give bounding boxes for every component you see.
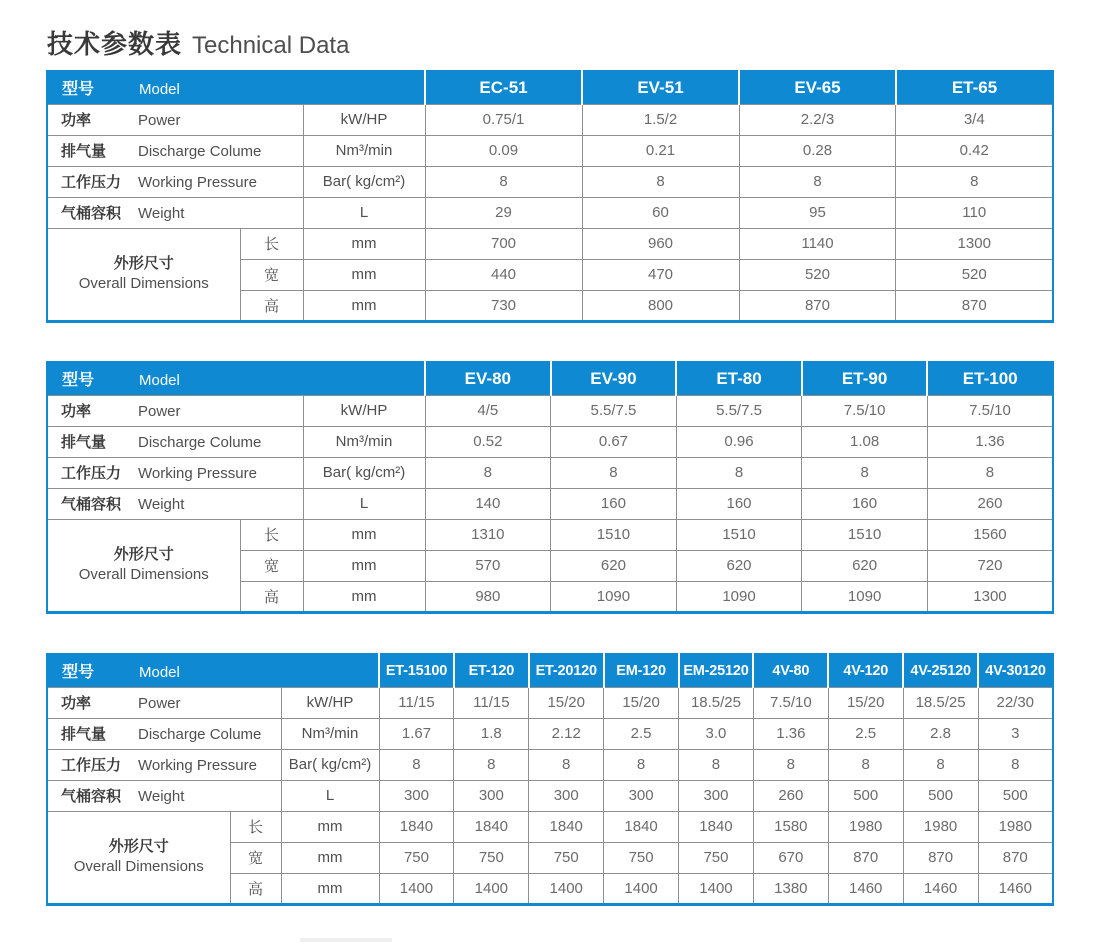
- value-cell: 8: [582, 166, 739, 197]
- value-cell: 300: [679, 780, 754, 811]
- value-cell: 700: [425, 228, 582, 259]
- unit-cell: Nm³/min: [281, 718, 379, 749]
- model-header-row: [47, 362, 1053, 395]
- row-label-en: Power: [138, 112, 181, 129]
- value-cell: 0.42: [896, 135, 1053, 166]
- spec-row-pressure: [47, 166, 1053, 197]
- value-cell: 7.5/10: [927, 395, 1053, 426]
- dimension-axis-cell: 长: [240, 228, 303, 259]
- dimensions-label-cell: [47, 228, 240, 321]
- model-name-cell: EM-25120: [679, 654, 754, 687]
- value-cell: 1300: [896, 228, 1053, 259]
- unit-cell: mm: [281, 842, 379, 873]
- row-label-en: Power: [138, 403, 181, 420]
- row-label-cell: [47, 197, 303, 228]
- row-label-cell: [47, 488, 303, 519]
- row-label-en: Weight: [138, 205, 185, 222]
- value-cell: 1.5/2: [582, 104, 739, 135]
- value-cell: 1510: [802, 519, 928, 550]
- value-cell: 8: [753, 749, 828, 780]
- value-cell: 730: [425, 290, 582, 321]
- value-cell: 8: [927, 457, 1053, 488]
- row-label-en: Weight: [138, 496, 185, 513]
- value-cell: 1.36: [753, 718, 828, 749]
- unit-cell: L: [303, 197, 425, 228]
- value-cell: 1460: [828, 873, 903, 904]
- table-section-1: [46, 70, 1054, 323]
- spec-row-weight: [47, 197, 1053, 228]
- value-cell: 570: [425, 550, 551, 581]
- unit-cell: Bar( kg/cm²): [303, 166, 425, 197]
- spec-row-pressure: [47, 749, 1053, 780]
- value-cell: 750: [379, 842, 454, 873]
- dimensions-label-zh: 外形尺寸: [113, 545, 174, 563]
- value-cell: 520: [739, 259, 896, 290]
- page-title-en: Technical Data: [192, 32, 350, 59]
- dimensions-label-zh: 外形尺寸: [108, 837, 169, 855]
- dimension-axis-cell: 宽: [240, 550, 303, 581]
- value-cell: 960: [582, 228, 739, 259]
- value-cell: 1400: [529, 873, 604, 904]
- value-cell: 0.75/1: [425, 104, 582, 135]
- row-label-zh: 排气量: [61, 726, 107, 743]
- row-label-en: Working Pressure: [138, 757, 257, 774]
- value-cell: 8: [978, 749, 1053, 780]
- spec-row-weight: [47, 780, 1053, 811]
- page-title: [47, 24, 349, 61]
- value-cell: 440: [425, 259, 582, 290]
- page-bottom-cropped-element: [300, 938, 392, 942]
- value-cell: 1400: [379, 873, 454, 904]
- model-name-cell: ET-80: [676, 362, 802, 395]
- value-cell: 1840: [529, 811, 604, 842]
- value-cell: 1.08: [802, 426, 928, 457]
- model-label-zh: 型号: [62, 664, 95, 682]
- value-cell: 2.5: [604, 718, 679, 749]
- row-label-cell: [47, 749, 281, 780]
- spec-row-discharge: [47, 426, 1053, 457]
- value-cell: 500: [903, 780, 978, 811]
- value-cell: 2.12: [529, 718, 604, 749]
- dimension-axis-cell: 高: [230, 873, 281, 904]
- row-label-en: Discharge Colume: [138, 143, 262, 160]
- model-name-cell: ET-90: [802, 362, 928, 395]
- value-cell: 1.36: [927, 426, 1053, 457]
- unit-cell: L: [281, 780, 379, 811]
- value-cell: 670: [753, 842, 828, 873]
- value-cell: 29: [425, 197, 582, 228]
- model-header-row: [47, 71, 1053, 104]
- value-cell: 870: [739, 290, 896, 321]
- value-cell: 260: [927, 488, 1053, 519]
- value-cell: 8: [425, 457, 551, 488]
- value-cell: 260: [753, 780, 828, 811]
- value-cell: 8: [604, 749, 679, 780]
- dimensions-label-cell: [47, 519, 240, 612]
- model-name-cell: ET-100: [927, 362, 1053, 395]
- spec-row-discharge: [47, 135, 1053, 166]
- model-name-cell: EC-51: [425, 71, 582, 104]
- value-cell: 620: [802, 550, 928, 581]
- row-label-en: Working Pressure: [138, 174, 257, 191]
- value-cell: 0.96: [676, 426, 802, 457]
- row-label-zh: 气桶容积: [61, 205, 122, 222]
- value-cell: 1560: [927, 519, 1053, 550]
- value-cell: 800: [582, 290, 739, 321]
- row-label-cell: [47, 457, 303, 488]
- unit-cell: kW/HP: [281, 687, 379, 718]
- value-cell: 7.5/10: [753, 687, 828, 718]
- value-cell: 1980: [828, 811, 903, 842]
- unit-cell: kW/HP: [303, 104, 425, 135]
- technical-data-table: [46, 653, 1054, 906]
- value-cell: 8: [802, 457, 928, 488]
- value-cell: 110: [896, 197, 1053, 228]
- table-section-3: [46, 653, 1054, 906]
- value-cell: 300: [604, 780, 679, 811]
- value-cell: 1090: [676, 581, 802, 612]
- unit-cell: Bar( kg/cm²): [281, 749, 379, 780]
- value-cell: 8: [676, 457, 802, 488]
- value-cell: 160: [551, 488, 677, 519]
- technical-data-table: [46, 70, 1054, 323]
- value-cell: 3/4: [896, 104, 1053, 135]
- value-cell: 15/20: [529, 687, 604, 718]
- dimension-row-length: [47, 519, 1053, 550]
- model-name-cell: EV-90: [551, 362, 677, 395]
- value-cell: 3: [978, 718, 1053, 749]
- value-cell: 750: [679, 842, 754, 873]
- value-cell: 1.67: [379, 718, 454, 749]
- row-label-cell: [47, 395, 303, 426]
- row-label-zh: 气桶容积: [61, 788, 122, 805]
- value-cell: 8: [551, 457, 677, 488]
- value-cell: 11/15: [379, 687, 454, 718]
- page-title-zh: 技术参数表: [47, 29, 183, 59]
- value-cell: 8: [739, 166, 896, 197]
- value-cell: 95: [739, 197, 896, 228]
- row-label-en: Power: [138, 695, 181, 712]
- value-cell: 720: [927, 550, 1053, 581]
- value-cell: 0.67: [551, 426, 677, 457]
- unit-cell: Nm³/min: [303, 135, 425, 166]
- unit-cell: Bar( kg/cm²): [303, 457, 425, 488]
- row-label-zh: 排气量: [61, 434, 107, 451]
- model-label-en: Model: [139, 664, 180, 682]
- value-cell: 300: [454, 780, 529, 811]
- value-cell: 8: [454, 749, 529, 780]
- value-cell: 1140: [739, 228, 896, 259]
- model-name-cell: 4V-25120: [903, 654, 978, 687]
- value-cell: 1460: [978, 873, 1053, 904]
- spec-row-power: [47, 687, 1053, 718]
- value-cell: 2.8: [903, 718, 978, 749]
- value-cell: 8: [679, 749, 754, 780]
- row-label-zh: 工作压力: [61, 174, 122, 191]
- row-label-cell: [47, 104, 303, 135]
- table-section-2: [46, 361, 1054, 614]
- value-cell: 1400: [454, 873, 529, 904]
- value-cell: 5.5/7.5: [551, 395, 677, 426]
- unit-cell: Nm³/min: [303, 426, 425, 457]
- value-cell: 1510: [551, 519, 677, 550]
- model-name-cell: 4V-120: [828, 654, 903, 687]
- value-cell: 8: [828, 749, 903, 780]
- model-header-row: [47, 654, 1053, 687]
- row-label-en: Discharge Colume: [138, 434, 262, 451]
- value-cell: 620: [676, 550, 802, 581]
- dimension-axis-cell: 宽: [230, 842, 281, 873]
- value-cell: 1310: [425, 519, 551, 550]
- spec-row-power: [47, 395, 1053, 426]
- unit-cell: mm: [303, 581, 425, 612]
- value-cell: 8: [896, 166, 1053, 197]
- value-cell: 1580: [753, 811, 828, 842]
- value-cell: 1400: [604, 873, 679, 904]
- spec-row-power: [47, 104, 1053, 135]
- row-label-cell: [47, 780, 281, 811]
- model-label-en: Model: [139, 372, 180, 390]
- value-cell: 11/15: [454, 687, 529, 718]
- value-cell: 300: [529, 780, 604, 811]
- value-cell: 8: [529, 749, 604, 780]
- unit-cell: mm: [281, 811, 379, 842]
- value-cell: 22/30: [978, 687, 1053, 718]
- value-cell: 5.5/7.5: [676, 395, 802, 426]
- value-cell: 0.52: [425, 426, 551, 457]
- unit-cell: mm: [303, 259, 425, 290]
- value-cell: 1090: [551, 581, 677, 612]
- value-cell: 620: [551, 550, 677, 581]
- value-cell: 500: [828, 780, 903, 811]
- row-label-zh: 功率: [61, 112, 92, 129]
- model-name-cell: ET-120: [454, 654, 529, 687]
- value-cell: 15/20: [828, 687, 903, 718]
- value-cell: 0.09: [425, 135, 582, 166]
- row-label-zh: 功率: [61, 403, 92, 420]
- dimension-axis-cell: 宽: [240, 259, 303, 290]
- model-name-cell: EV-51: [582, 71, 739, 104]
- value-cell: 2.2/3: [739, 104, 896, 135]
- value-cell: 1090: [802, 581, 928, 612]
- dimension-axis-cell: 长: [240, 519, 303, 550]
- model-label-zh: 型号: [62, 81, 95, 99]
- value-cell: 8: [425, 166, 582, 197]
- value-cell: 980: [425, 581, 551, 612]
- value-cell: 18.5/25: [679, 687, 754, 718]
- row-label-cell: [47, 687, 281, 718]
- value-cell: 7.5/10: [802, 395, 928, 426]
- value-cell: 8: [379, 749, 454, 780]
- unit-cell: mm: [303, 519, 425, 550]
- value-cell: 18.5/25: [903, 687, 978, 718]
- value-cell: 750: [529, 842, 604, 873]
- model-name-cell: ET-15100: [379, 654, 454, 687]
- value-cell: 500: [978, 780, 1053, 811]
- value-cell: 1840: [604, 811, 679, 842]
- value-cell: 4/5: [425, 395, 551, 426]
- row-label-en: Discharge Colume: [138, 726, 262, 743]
- unit-cell: mm: [303, 290, 425, 321]
- value-cell: 300: [379, 780, 454, 811]
- dimension-axis-cell: 长: [230, 811, 281, 842]
- unit-cell: mm: [281, 873, 379, 904]
- row-label-cell: [47, 426, 303, 457]
- unit-cell: L: [303, 488, 425, 519]
- value-cell: 870: [896, 290, 1053, 321]
- unit-cell: mm: [303, 550, 425, 581]
- row-label-zh: 功率: [61, 695, 92, 712]
- row-label-zh: 气桶容积: [61, 496, 122, 513]
- value-cell: 140: [425, 488, 551, 519]
- value-cell: 1460: [903, 873, 978, 904]
- technical-data-table: [46, 361, 1054, 614]
- value-cell: 1400: [679, 873, 754, 904]
- value-cell: 1300: [927, 581, 1053, 612]
- value-cell: 0.21: [582, 135, 739, 166]
- unit-cell: kW/HP: [303, 395, 425, 426]
- value-cell: 160: [802, 488, 928, 519]
- dimension-row-length: [47, 811, 1053, 842]
- value-cell: 870: [903, 842, 978, 873]
- spec-row-pressure: [47, 457, 1053, 488]
- value-cell: 0.28: [739, 135, 896, 166]
- row-label-cell: [47, 135, 303, 166]
- model-name-cell: 4V-30120: [978, 654, 1053, 687]
- model-header-label-cell: [47, 362, 425, 395]
- value-cell: 3.0: [679, 718, 754, 749]
- model-name-cell: ET-65: [896, 71, 1053, 104]
- row-label-zh: 工作压力: [61, 757, 122, 774]
- spec-row-discharge: [47, 718, 1053, 749]
- model-label-en: Model: [139, 81, 180, 99]
- dimension-axis-cell: 高: [240, 581, 303, 612]
- value-cell: 1840: [679, 811, 754, 842]
- dimensions-label-zh: 外形尺寸: [113, 254, 174, 272]
- value-cell: 1980: [903, 811, 978, 842]
- dimensions-label-cell: [47, 811, 230, 904]
- spec-row-weight: [47, 488, 1053, 519]
- row-label-en: Weight: [138, 788, 185, 805]
- value-cell: 15/20: [604, 687, 679, 718]
- dimension-row-length: [47, 228, 1053, 259]
- model-name-cell: 4V-80: [753, 654, 828, 687]
- dimensions-label-en: Overall Dimensions: [78, 275, 209, 292]
- value-cell: 8: [903, 749, 978, 780]
- model-header-label-cell: [47, 71, 425, 104]
- row-label-en: Working Pressure: [138, 465, 257, 482]
- value-cell: 520: [896, 259, 1053, 290]
- model-name-cell: ET-20120: [529, 654, 604, 687]
- value-cell: 750: [604, 842, 679, 873]
- value-cell: 1840: [454, 811, 529, 842]
- dimensions-label-en: Overall Dimensions: [73, 858, 204, 875]
- value-cell: 870: [828, 842, 903, 873]
- row-label-cell: [47, 718, 281, 749]
- value-cell: 750: [454, 842, 529, 873]
- row-label-zh: 排气量: [61, 143, 107, 160]
- value-cell: 1510: [676, 519, 802, 550]
- value-cell: 1.8: [454, 718, 529, 749]
- value-cell: 1840: [379, 811, 454, 842]
- unit-cell: mm: [303, 228, 425, 259]
- model-label-zh: 型号: [62, 372, 95, 390]
- value-cell: 1980: [978, 811, 1053, 842]
- value-cell: 160: [676, 488, 802, 519]
- value-cell: 60: [582, 197, 739, 228]
- dimension-axis-cell: 高: [240, 290, 303, 321]
- model-header-label-cell: [47, 654, 379, 687]
- value-cell: 1380: [753, 873, 828, 904]
- value-cell: 2.5: [828, 718, 903, 749]
- value-cell: 870: [978, 842, 1053, 873]
- dimensions-label-en: Overall Dimensions: [78, 566, 209, 583]
- model-name-cell: EM-120: [604, 654, 679, 687]
- model-name-cell: EV-65: [739, 71, 896, 104]
- model-name-cell: EV-80: [425, 362, 551, 395]
- row-label-zh: 工作压力: [61, 465, 122, 482]
- row-label-cell: [47, 166, 303, 197]
- value-cell: 470: [582, 259, 739, 290]
